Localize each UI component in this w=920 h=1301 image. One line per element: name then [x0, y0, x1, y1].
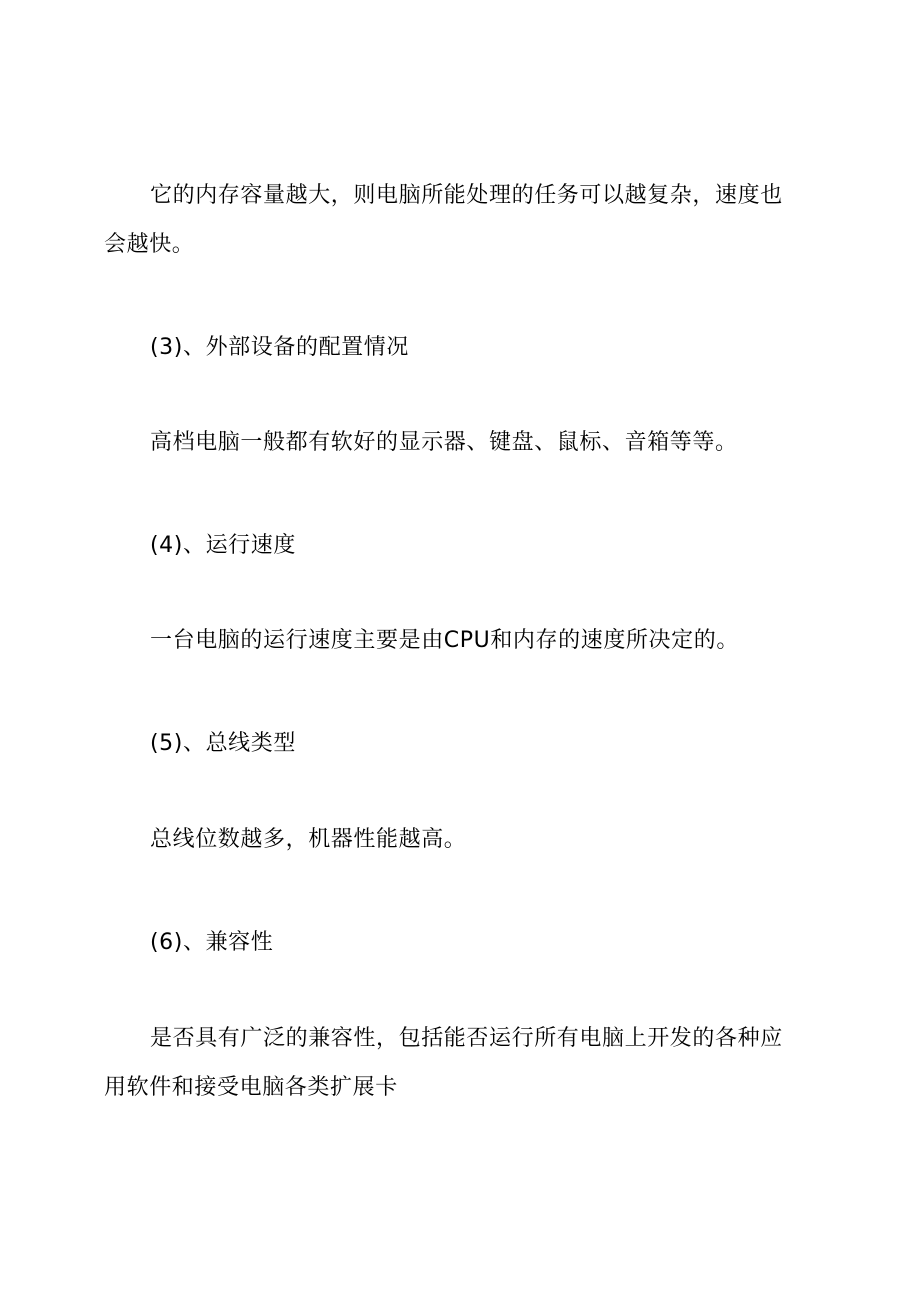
- paragraph-compatibility: 是否具有广泛的兼容性，包括能否运行所有电脑上开发的各种应用软件和接受电脑各类扩展卡: [104, 1026, 783, 1100]
- heading-bus-type: (5)、总线类型: [150, 731, 296, 756]
- heading-compatibility: (6)、兼容性: [150, 930, 274, 955]
- paragraph-memory-capacity: 它的内存容量越大，则电脑所能处理的任务可以越复杂，速度也会越快。: [104, 183, 783, 257]
- heading-running-speed: (4)、运行速度: [150, 533, 296, 558]
- paragraph-peripherals: 高档电脑一般都有软好的显示器、键盘、鼠标、音箱等等。: [150, 430, 738, 455]
- paragraph-bus-type: 总线位数越多，机器性能越高。: [150, 827, 467, 852]
- paragraph-running-speed: 一台电脑的运行速度主要是由CPU和内存的速度所决定的。: [150, 628, 739, 653]
- heading-peripheral-configuration: (3)、外部设备的配置情况: [150, 335, 409, 360]
